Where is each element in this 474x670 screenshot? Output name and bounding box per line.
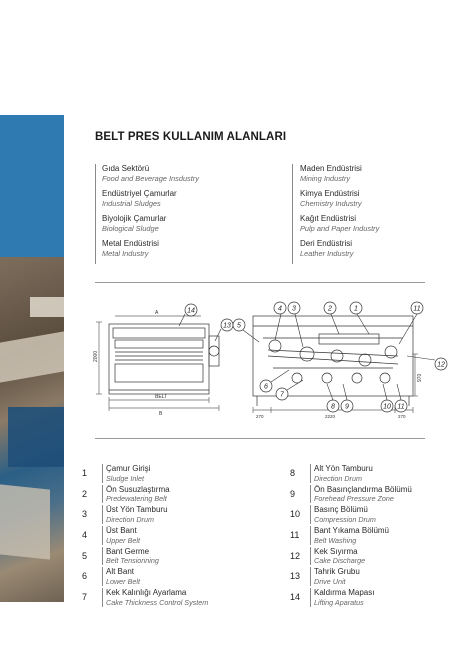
svg-text:8: 8 [331, 403, 335, 411]
industry-en: Metal Industry [102, 249, 149, 258]
industry-en: Leather Industry [300, 249, 354, 258]
legend-tr: Üst Bant [106, 526, 137, 536]
legend-en: Belt Tensionning [106, 556, 159, 566]
legend-tr: Alt Bant [106, 567, 135, 577]
industry-item [300, 164, 379, 184]
svg-text:11: 11 [413, 305, 421, 313]
industry-item [300, 239, 379, 259]
legend-tr: Bant Yıkama Bölümü [314, 526, 390, 536]
legend-tr: Kek Sıyırma [314, 546, 358, 556]
callout-14 [179, 304, 197, 326]
industry-item [102, 164, 199, 184]
callout-1 [350, 302, 369, 334]
callout-3 [288, 302, 303, 347]
legend-number: 4 [82, 530, 88, 541]
legend-en: Compression Drum [314, 514, 376, 524]
industry-tr: Deri Endüstrisi [300, 239, 353, 248]
legend-en: Lower Belt [106, 576, 140, 586]
callout-10 [381, 384, 393, 412]
legend-tr: Bant Germe [106, 546, 150, 556]
legend-number: 11 [290, 530, 300, 541]
industry-item [102, 189, 199, 209]
legend-en: Direction Drum [314, 473, 362, 483]
legend-tr: Alt Yön Tamburu [314, 464, 373, 473]
industry-en: Industrial Sludges [102, 199, 161, 208]
industry-item [102, 214, 199, 234]
callout-8 [327, 384, 339, 412]
legend-number: 9 [290, 488, 296, 499]
industry-item [300, 189, 379, 209]
svg-text:13: 13 [223, 322, 231, 330]
legend-en: Belt Washing [314, 535, 357, 545]
legend-en: Cake Thickness Control System [106, 597, 209, 607]
svg-text:10: 10 [383, 403, 391, 411]
legend-tr: Kaldırma Mapası [314, 588, 375, 598]
legend-en: Lifting Aparatus [314, 597, 364, 607]
svg-text:9: 9 [345, 403, 349, 411]
blue-accent-band [0, 115, 64, 257]
industry-tr: Maden Endüstrisi [300, 164, 362, 173]
label-belt: BELT [155, 394, 168, 400]
callout-7 [276, 380, 303, 400]
callout-9 [341, 384, 353, 412]
dim-970: 970 [417, 373, 423, 382]
dim-270-right: 270 [398, 414, 406, 419]
callout-11-bottom [395, 384, 407, 412]
industrial-photo [0, 257, 64, 602]
industry-en: Pulp and Paper Industry [300, 224, 380, 233]
industry-en: Food and Beverage Insdustry [102, 174, 199, 183]
legend-en: Forehead Pressure Zone [314, 494, 394, 504]
industry-en: Mining Industry [300, 174, 351, 183]
svg-text:4: 4 [278, 305, 282, 313]
legend-number: 13 [290, 571, 301, 582]
label-a: A [155, 310, 159, 316]
legend-number: 2 [82, 488, 88, 499]
legend-tr: Çamur Girişi [106, 464, 151, 473]
svg-text:6: 6 [264, 383, 268, 391]
legend-tr: Kek Kalınlığı Ayarlama [106, 588, 187, 598]
legend-en: Predewatering Belt [106, 494, 167, 504]
callout-2 [324, 302, 339, 334]
legend-number: 5 [82, 550, 88, 561]
legend-tr: Ön Basınçlandırma Bölümü [314, 484, 412, 494]
industries-left-list [95, 164, 199, 264]
divider-bottom [95, 438, 425, 439]
svg-text:14: 14 [187, 307, 195, 315]
dim-2000: 2000 [93, 350, 99, 362]
legend-number: 14 [290, 592, 301, 603]
legend-number: 6 [82, 571, 88, 582]
industry-tr: Kağıt Endüstrisi [300, 214, 357, 223]
industry-tr: Kimya Endüstrisi [300, 189, 360, 198]
legend-en: Cake Discharge [314, 556, 366, 566]
industry-en: Chemistry Industry [300, 199, 362, 208]
industry-tr: Endüstriyel Çamurlar [102, 189, 177, 198]
legend-number: 7 [82, 592, 88, 603]
legend-en: Upper Belt [106, 535, 140, 545]
legend-number: 1 [82, 468, 88, 478]
svg-text:7: 7 [280, 391, 284, 399]
legend-number: 10 [290, 509, 301, 520]
svg-text:12: 12 [437, 361, 445, 369]
legend-en: Drive Unit [314, 576, 346, 586]
legend-en: Direction Drum [106, 514, 154, 524]
industry-en: Biological Sludge [102, 224, 159, 233]
callout-11-top [399, 302, 423, 344]
dim-270-left: 270 [256, 414, 264, 419]
callout-4 [274, 302, 286, 340]
legend-tr: Ön Susuzlaştırma [106, 484, 170, 494]
callout-13 [215, 319, 233, 341]
svg-text:11: 11 [397, 403, 405, 411]
dim-2220: 2220 [325, 414, 336, 419]
svg-text:3: 3 [292, 305, 296, 313]
svg-text:2: 2 [328, 305, 332, 313]
legend-number: 8 [290, 468, 296, 478]
svg-text:1: 1 [354, 305, 358, 313]
legend-tr: Üst Yön Tamburu [106, 505, 168, 515]
industry-tr: Metal Endüstrisi [102, 239, 159, 248]
industry-item [300, 214, 379, 234]
callout-5 [233, 319, 259, 342]
divider-top [95, 282, 425, 283]
page-title: BELT PRES KULLANIM ALANLARI [95, 131, 287, 143]
industry-tr: Biyolojik Çamurlar [102, 214, 167, 223]
industry-tr: Gıda Sektörü [102, 164, 150, 173]
industry-item [102, 239, 199, 259]
label-b: B [159, 411, 163, 417]
legend-number: 12 [290, 550, 301, 561]
legend-tr: Basınç Bölümü [314, 505, 368, 515]
legend-number: 3 [82, 509, 88, 520]
belt-press-technical-drawing [93, 294, 451, 426]
legend-en: Sludge Inlet [106, 473, 144, 483]
legend-tr: Tahrik Grubu [314, 567, 360, 577]
svg-text:5: 5 [237, 322, 241, 330]
industries-right-list [292, 164, 379, 264]
